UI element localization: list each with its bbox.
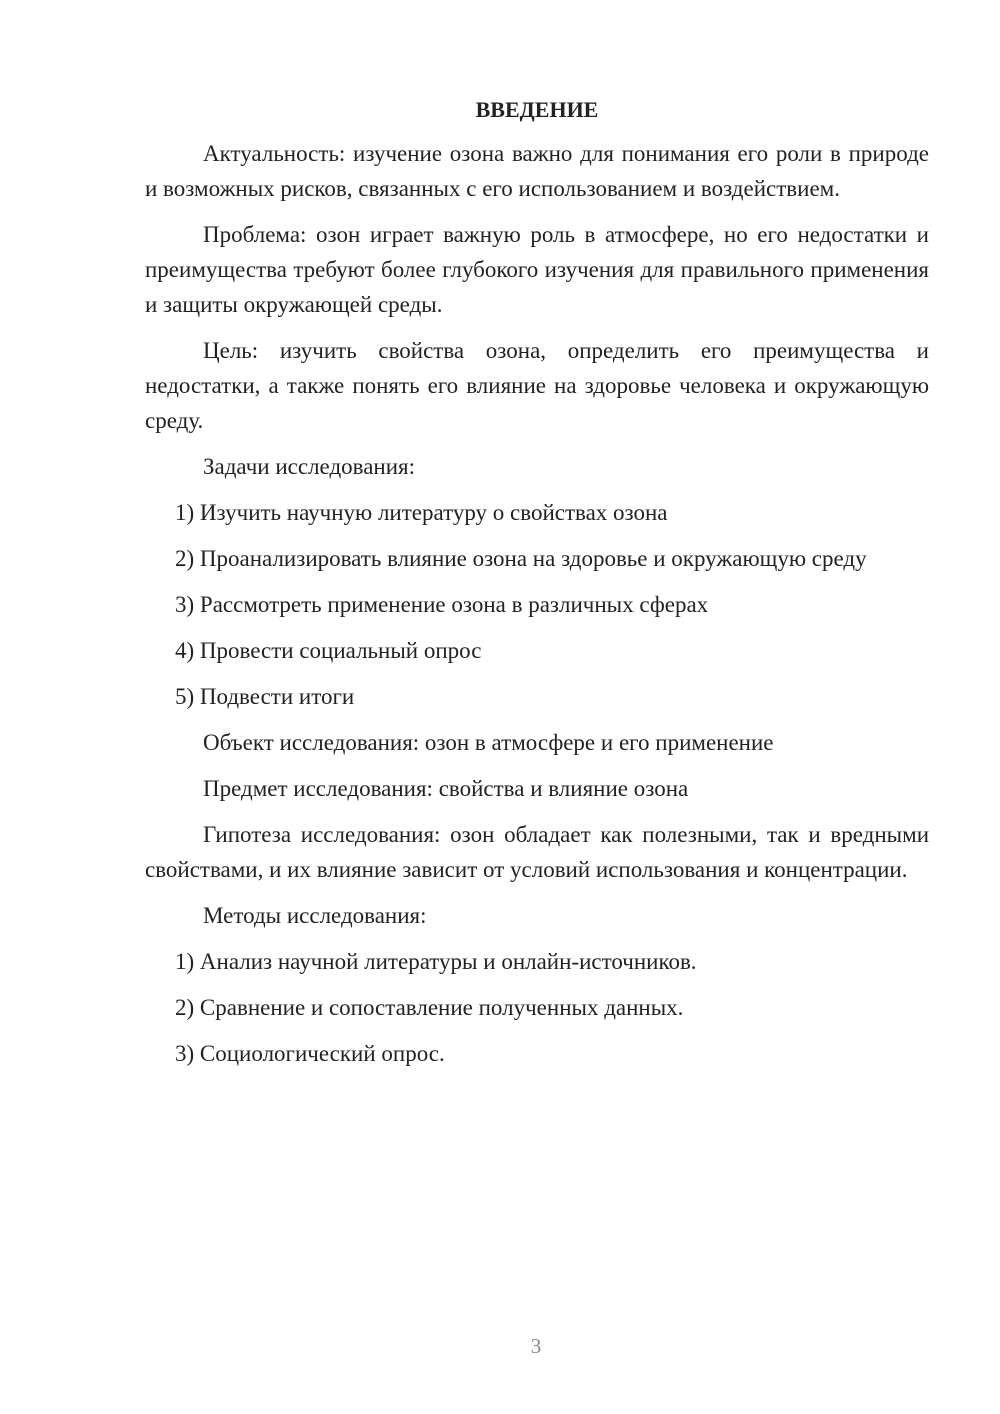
task-item: 1) Изучить научную литературу о свойствах озона [175, 500, 668, 525]
method-item: 2) Сравнение и сопоставление полученных данных. [175, 995, 684, 1020]
methods-heading: Методы исследования: [203, 903, 427, 928]
method-item: 1) Анализ научной литературы и онлайн-источников. [175, 949, 697, 974]
subject-line: Предмет исследования: свойства и влияние озона [203, 776, 689, 801]
page-number: 3 [530, 1334, 542, 1358]
problem-paragraph: Проблема: озон играет важную роль в атмосфере, но его недостатки и преимущества требуют более глубокого изучения для правильного применения и защиты окружающей среды. [145, 222, 929, 317]
page-title: ВВЕДЕНИЕ [475, 97, 599, 122]
task-item: 2) Проанализировать влияние озона на здоровье и окружающую среду [175, 546, 867, 571]
tasks-heading: Задачи исследования: [203, 454, 416, 479]
document-page [145, 95, 929, 1082]
task-item: 4) Провести социальный опрос [175, 638, 482, 663]
goal-paragraph: Цель: изучить свойства озона, определить его преимущества и недостатки, а также понять его влияние на здоровье человека и окружающую среду. [145, 338, 929, 433]
hypothesis-paragraph: Гипотеза исследования: озон обладает как полезными, так и вредными свойствами, и их влияние зависит от условий использования и концентрации. [145, 822, 929, 882]
task-item: 5) Подвести итоги [175, 684, 355, 709]
method-item: 3) Социологический опрос. [175, 1041, 445, 1066]
task-item: 3) Рассмотреть применение озона в различных сферах [175, 592, 709, 617]
object-line: Объект исследования: озон в атмосфере и его применение [203, 730, 774, 755]
relevance-paragraph: Актуальность: изучение озона важно для понимания его роли в природе и возможных рисков, связанных с его использованием и воздействием. [145, 141, 929, 201]
